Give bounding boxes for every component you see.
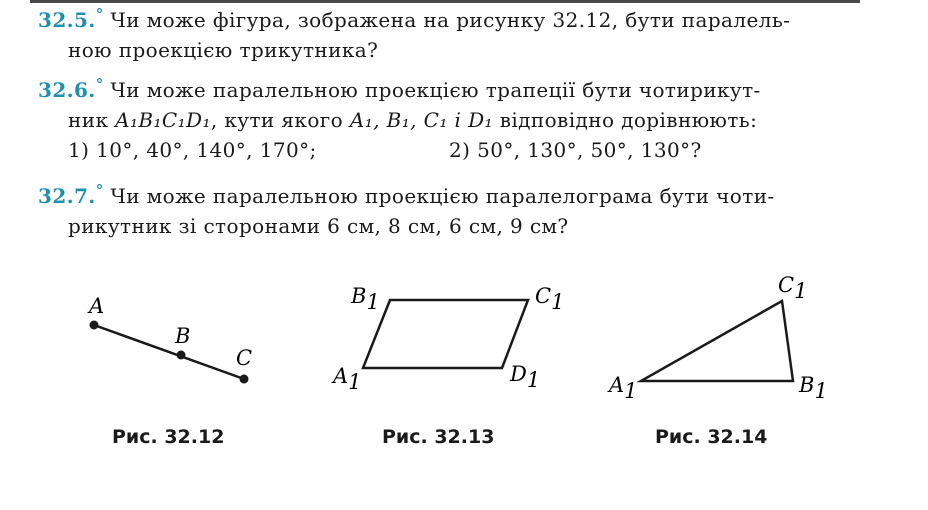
problem-text: Чи може паралельною проекцією трапеції бути чотирикут-	[110, 78, 761, 102]
quadrilateral-name: A₁B₁C₁D₁	[115, 108, 211, 132]
label-c: C	[236, 346, 253, 370]
segment-ac	[94, 325, 244, 379]
degree-mark: °	[95, 75, 104, 94]
label-b: B	[175, 324, 191, 348]
caption-fig-32-12: Рис. 32.12	[112, 426, 225, 448]
problem-32-5-line2: ною проекцією трикутника?	[68, 38, 379, 62]
problem-32-7-line2: рикутник зі сторонами 6 см, 8 см, 6 см, 9 см?	[68, 214, 569, 238]
problem-number: 32.5.	[38, 8, 96, 32]
degree-mark: °	[95, 181, 104, 200]
problem-text: Чи може паралельною проекцією паралелограма бути чоти-	[110, 184, 775, 208]
point-a	[90, 321, 99, 330]
label-d1: D1	[510, 362, 541, 392]
label-c1: C1	[535, 284, 565, 314]
text-fragment: , кути якого	[210, 108, 350, 132]
caption-fig-32-13: Рис. 32.13	[382, 426, 495, 448]
figure-32-13	[331, 284, 564, 394]
point-b	[177, 351, 186, 360]
figure-32-14	[607, 273, 828, 403]
angle-list: A₁, B₁, C₁ і D₁	[349, 108, 493, 132]
label-b1: B1	[799, 373, 828, 403]
degree-mark: °	[95, 5, 104, 24]
label-c1: C1	[778, 273, 808, 303]
figure-32-12	[87, 294, 252, 384]
text-fragment: відповідно дорівнюють:	[492, 108, 758, 132]
problem-number: 32.7.	[38, 184, 96, 208]
point-c	[240, 375, 249, 384]
option-1: 1) 10°, 40°, 140°, 170°;	[68, 138, 317, 162]
label-a1: A1	[609, 373, 638, 403]
triangle	[641, 301, 793, 381]
caption-fig-32-14: Рис. 32.14	[655, 426, 768, 448]
label-a: A	[89, 294, 105, 318]
label-b1: B1	[351, 284, 380, 314]
quadrilateral	[363, 300, 528, 368]
label-a1: A1	[333, 364, 362, 394]
text-fragment: ник	[68, 108, 116, 132]
problem-number: 32.6.	[38, 78, 96, 102]
problem-text: Чи може фігура, зображена на рисунку 32.12, бути паралель-	[110, 8, 791, 32]
option-2: 2) 50°, 130°, 50°, 130°?	[449, 138, 702, 162]
